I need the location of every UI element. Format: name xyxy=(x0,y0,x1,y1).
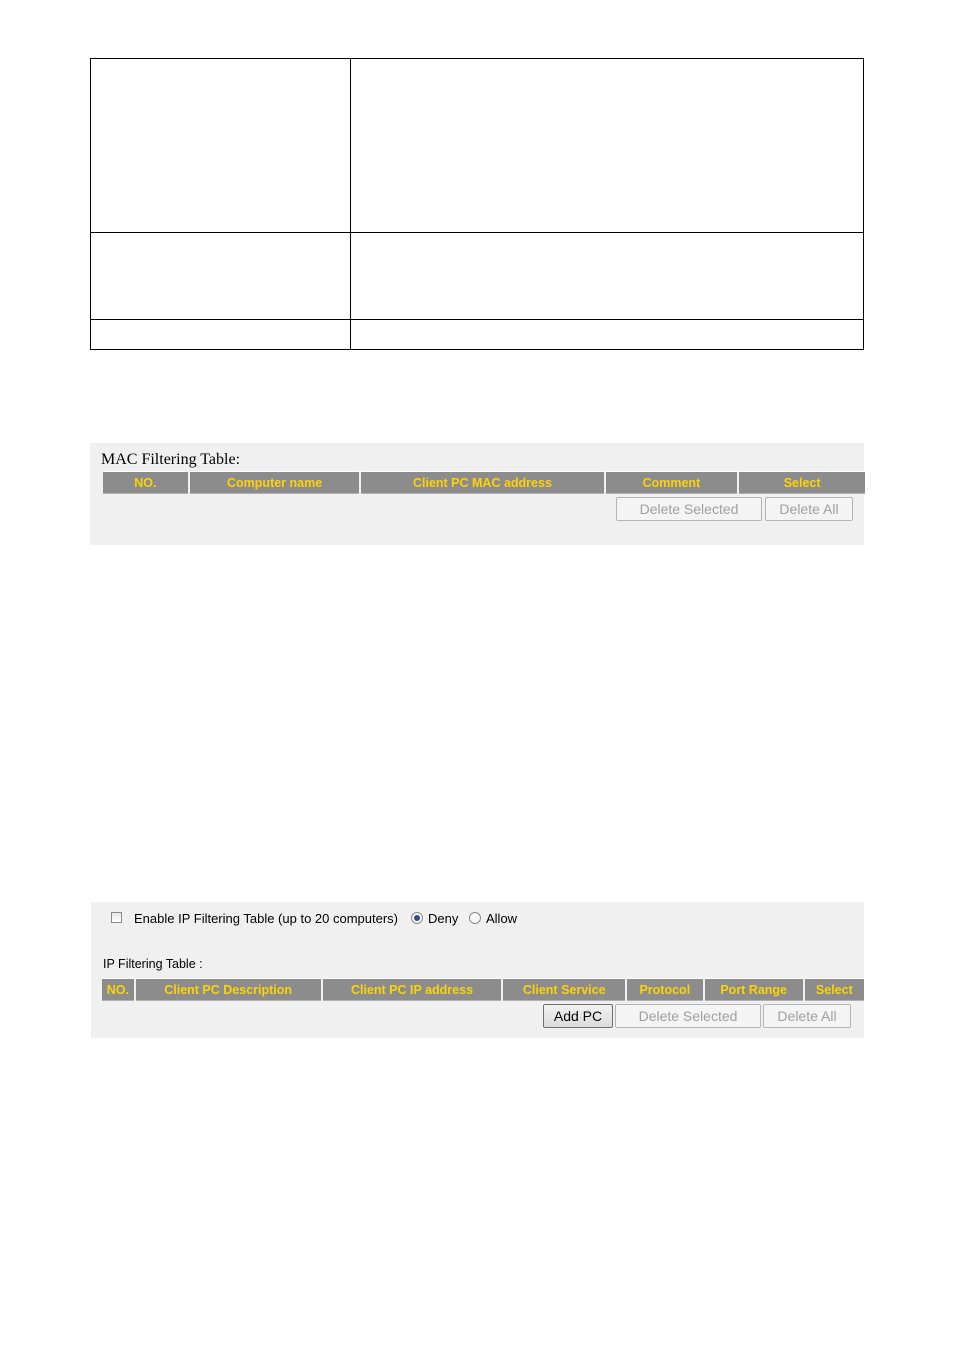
column-header-mac-address: Client PC MAC address xyxy=(361,471,603,494)
column-header-description: Client PC Description xyxy=(136,978,321,1001)
mac-delete-all-button[interactable]: Delete All xyxy=(765,497,853,521)
document-table xyxy=(90,58,864,350)
enable-ip-filtering-checkbox[interactable] xyxy=(111,912,122,923)
allow-label: Allow xyxy=(486,911,518,926)
column-header-comment: Comment xyxy=(606,471,738,494)
column-header-no: NO. xyxy=(102,978,134,1001)
column-header-no: NO. xyxy=(103,471,188,494)
ip-delete-all-button[interactable]: Delete All xyxy=(763,1004,851,1028)
column-header-select: Select xyxy=(739,471,865,494)
deny-label: Deny xyxy=(428,911,459,926)
table-cell xyxy=(351,320,864,350)
table-cell xyxy=(91,59,351,233)
mac-filtering-title: MAC Filtering Table: xyxy=(101,451,241,468)
table-cell xyxy=(351,59,864,233)
table-cell xyxy=(91,320,351,350)
column-header-client-service: Client Service xyxy=(503,978,625,1001)
table-header-row xyxy=(102,978,864,1001)
table-cell xyxy=(351,233,864,320)
column-header-select: Select xyxy=(805,978,864,1001)
column-header-ip-address: Client PC IP address xyxy=(323,978,502,1001)
mac-filtering-panel xyxy=(90,443,864,545)
enable-ip-filtering-label: Enable IP Filtering Table (up to 20 computers) xyxy=(134,911,398,926)
ip-filtering-title: IP Filtering Table : xyxy=(103,957,203,971)
mac-filtering-table xyxy=(101,471,867,494)
ip-filtering-panel xyxy=(91,902,864,1038)
deny-radio[interactable] xyxy=(411,912,423,924)
ip-filtering-table xyxy=(100,978,866,1001)
ip-delete-selected-button[interactable]: Delete Selected xyxy=(615,1004,761,1028)
column-header-port-range: Port Range xyxy=(705,978,803,1001)
allow-radio[interactable] xyxy=(469,912,481,924)
table-header-row xyxy=(103,471,865,494)
column-header-computer-name: Computer name xyxy=(190,471,360,494)
mac-delete-selected-button[interactable]: Delete Selected xyxy=(616,497,762,521)
column-header-protocol: Protocol xyxy=(627,978,703,1001)
table-cell xyxy=(91,233,351,320)
add-pc-button[interactable]: Add PC xyxy=(543,1004,613,1028)
